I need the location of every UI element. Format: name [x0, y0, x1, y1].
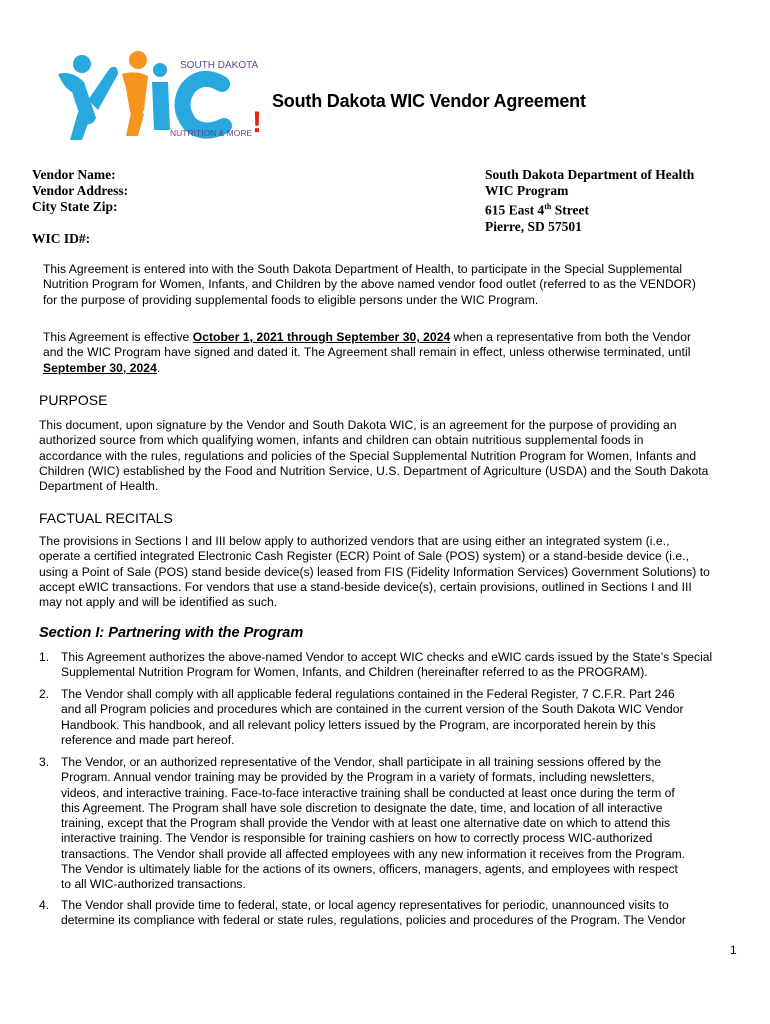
vendor-fields: [32, 167, 128, 215]
dept-street: 615 East 4th Street: [485, 202, 589, 218]
dept-name: South Dakota Department of Health: [485, 167, 695, 182]
recitals-paragraph: The provisions in Sections I and III below apply to authorized vendors that are using either an integrated system (i.e., operate a certified integrated Electronic Cash Register (ECR) Point of Sale (POS) system) or a stand-beside device (i.e., using a Point of Sale (POS) stand beside device(s) leased from FIS (Fidelity Information Services) Government Solutions) to accept eWIC transactions. For vendors that use a stand-beside device(s), certain provisions, outlined in Sections I and III may not apply and will be identified as such.: [39, 534, 710, 610]
end-date: September 30, 2024: [43, 360, 157, 375]
recitals-heading: FACTUAL RECITALS: [39, 510, 173, 526]
page-number: 1: [730, 943, 737, 957]
department-address: [485, 167, 694, 235]
wic-id-label: WIC ID#:: [32, 231, 91, 246]
intro-paragraph-1: This Agreement is entered into with the South Dakota Department of Health, to participate in the Special Supplemental Nutrition Program for Women, Infants, and Children by the above named vendor food outlet (referred to as the VENDOR) for the purpose of providing supplemental foods to eligible persons under the WIC Program.: [43, 262, 696, 307]
purpose-paragraph: This document, upon signature by the Vendor and South Dakota WIC, is an agreement for the purpose of providing an authorized source from which qualifying women, infants and children can obtain nutritious supplemental foods in accordance with the rules, regulations and policies of the Special Supplemental Nutrition Program for Women, Infants and Children (WIC) established by the Food and Nutrition Service, U.S. Department of Agriculture (USDA) and the South Dakota Department of Health.: [39, 418, 709, 494]
logo-exclaim: !: [252, 106, 262, 139]
logo-tagline: NUTRITION & MORE: [170, 128, 253, 138]
intro-paragraph-2: This Agreement is effective October 1, 2021 through September 30, 2024 when a representative from both the Vendor and the WIC Program have signed and dated it. The Agreement shall remain in effect, unless otherwise terminated, until September 30, 2024.: [43, 330, 692, 375]
vendor-name-label: Vendor Name:: [32, 167, 116, 182]
wic-logo: [52, 48, 272, 144]
logo-top-text: SOUTH DAKOTA: [180, 60, 259, 71]
purpose-heading: PURPOSE: [39, 392, 108, 408]
vendor-address-label: Vendor Address:: [32, 183, 129, 198]
section-1-heading: Section I: Partnering with the Program: [39, 625, 304, 641]
dept-program: WIC Program: [485, 183, 569, 198]
city-state-zip-label: City State Zip:: [32, 199, 118, 214]
document-title: South Dakota WIC Vendor Agreement: [272, 91, 586, 111]
effective-dates: October 1, 2021 through September 30, 2024: [192, 330, 451, 344]
dept-city: Pierre, SD 57501: [485, 218, 582, 234]
